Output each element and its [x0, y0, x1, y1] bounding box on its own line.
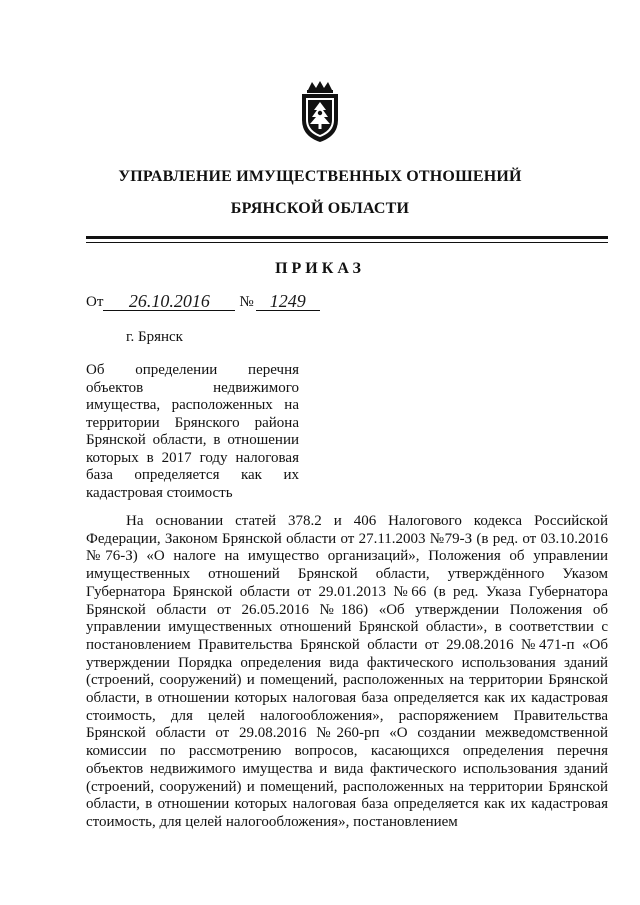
handwritten-date: 26.10.2016: [103, 292, 235, 311]
organization-name-line1: УПРАВЛЕНИЕ ИМУЩЕСТВЕННЫХ ОТНОШЕНИЙ: [118, 168, 522, 185]
header-divider-thin: [86, 242, 608, 243]
order-body-paragraph: На основании статей 378.2 и 406 Налогового кодекса Российской Федерации, Законом Брянской области от 27.11.2003 №79-З (в ред. от 03.10.2016 №76-З) «О налоге на имущество организаций», Положения об управлении имущественных отношений Брянской области, утверждённого Указом Губернатора Брянской области от 29.01.2013 №66 (в ред. Указа Губернатора Брянской области от 26.05.2016 №186) «Об утверждении Положения об управлении имущественных отношений Брянской области», в соответствии с постановлением Правительства Брянской области от 29.08.2016 №471-п «Об утверждении Порядка определения вида фактического использования зданий (строений, сооружений) и помещений, расположенных на территории Брянской области, в отношении которых налоговая база определяется как их кадастровая стоимость, для целей налогообложения», распоряжением Правительства Брянской области от 29.08.2016 №260-рп «О создании межведомственной комиссии по рассмотрению вопросов, касающихся определения перечня объектов недвижимого имущества и вида фактического использования зданий (строений, сооружений) и помещений, расположенных на территории Брянской области, в отношении которых налоговая база определяется как их кадастровая стоимость, для целей налогообложения», постановлением: [86, 513, 608, 830]
city-name: г. Брянск: [126, 329, 183, 345]
bryansk-coat-of-arms-icon: [296, 80, 344, 144]
document-title: ПРИКАЗ: [275, 260, 365, 277]
organization-name-line2: БРЯНСКОЙ ОБЛАСТИ: [230, 200, 410, 217]
number-sign: №: [239, 294, 254, 310]
date-prefix: От: [86, 294, 104, 310]
header-divider-thick: [86, 236, 608, 239]
order-subject: Об определении перечня объектов недвижимого имущества, расположенных на территории Брянского района Брянской области, в отношении которых в 2017 году налоговая база определяется как их кадастровая стоимость: [86, 362, 299, 501]
handwritten-order-number: 1249: [256, 292, 320, 311]
order-date-number-row: [86, 292, 320, 311]
